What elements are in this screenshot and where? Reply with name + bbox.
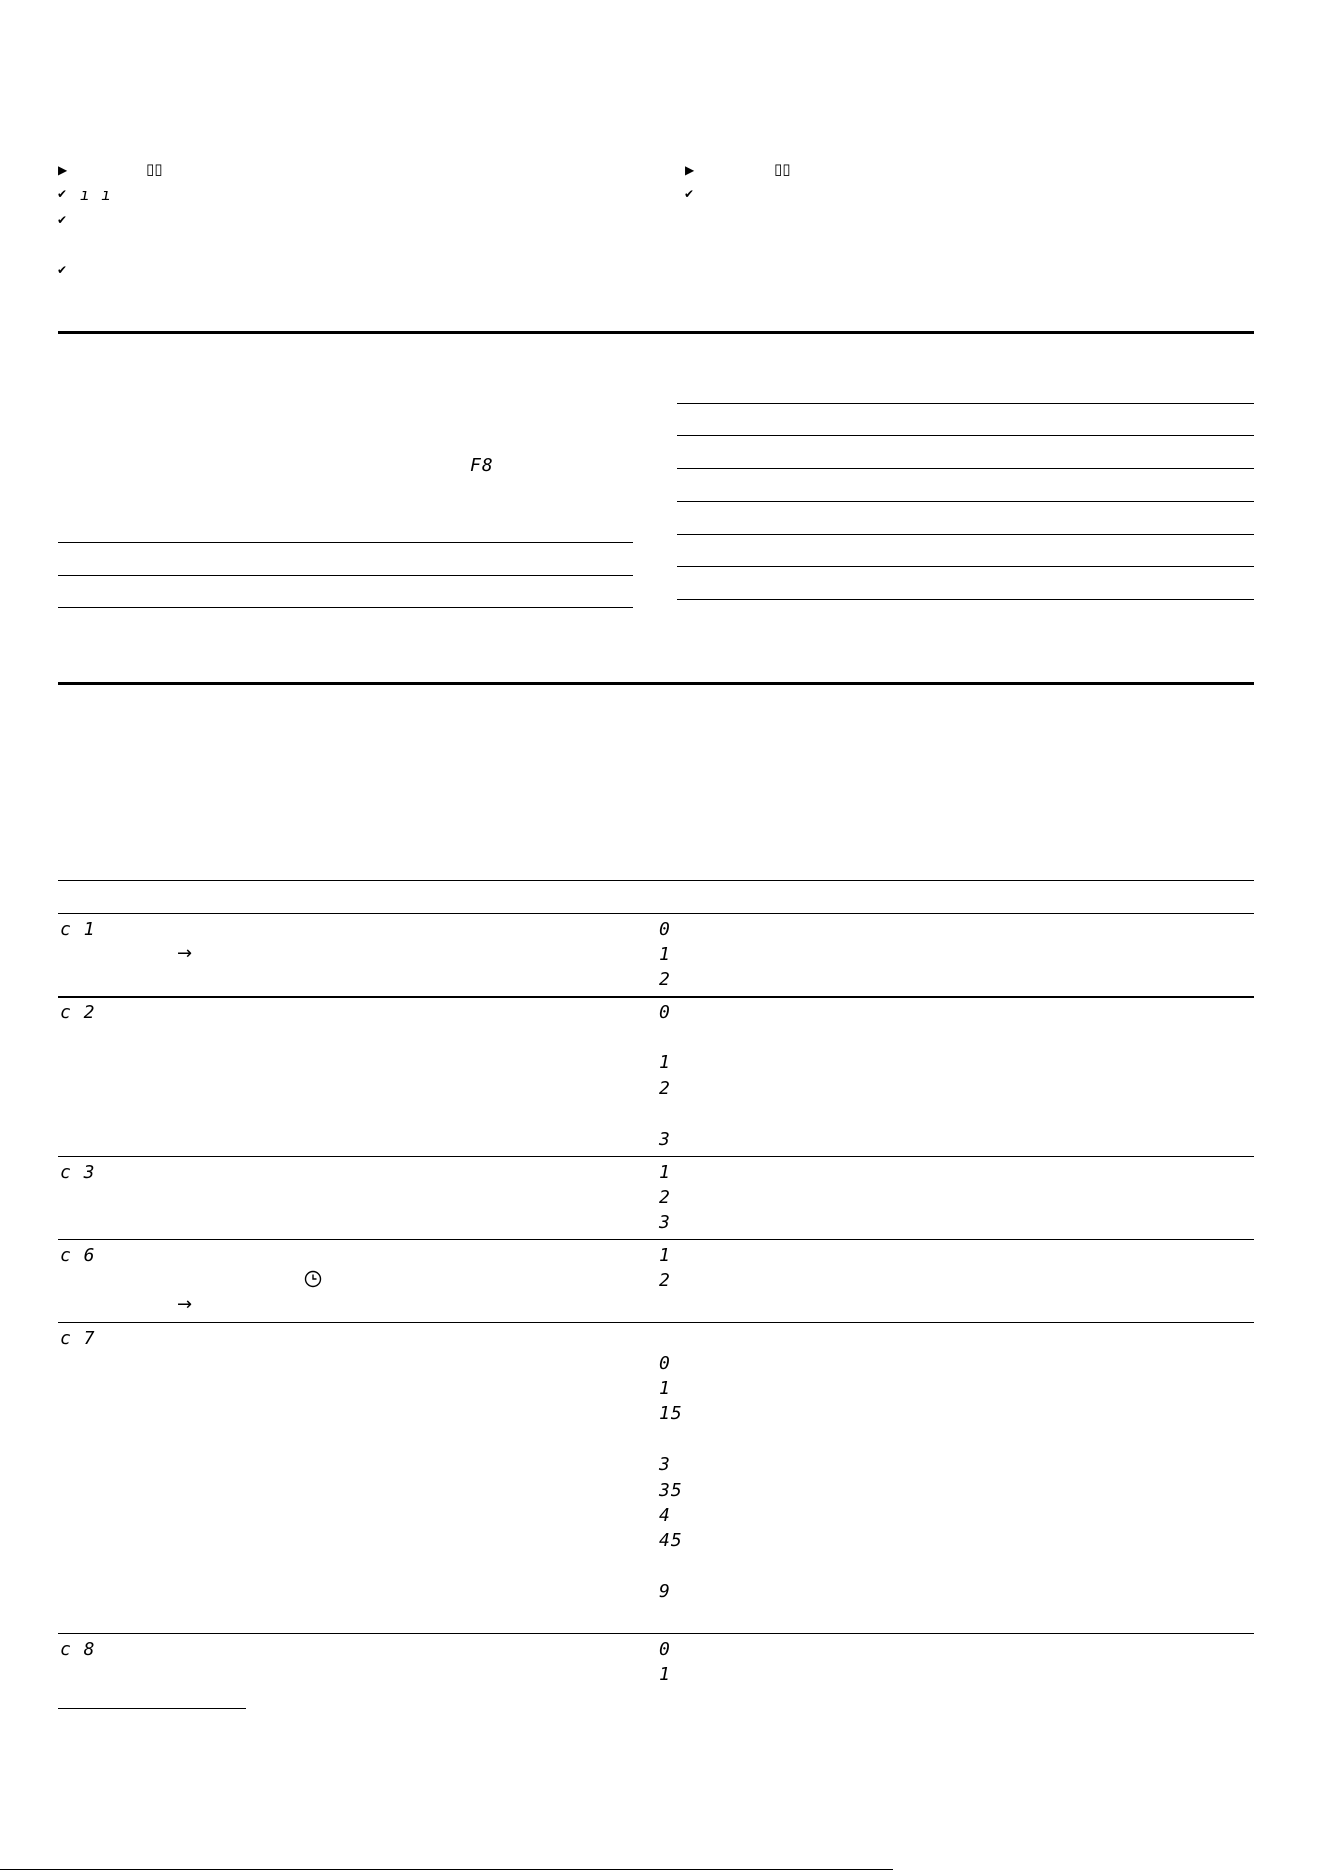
arrow-right-icon: → [177,1294,193,1315]
check-icon: ✔ [57,187,68,201]
setting-code: c 3 [60,1162,96,1183]
table-rule [58,575,633,576]
value-code: 0 [659,1353,671,1374]
footnote-rule [58,1708,246,1709]
table-header-rule [58,913,1254,914]
row-divider [58,1239,1254,1240]
value-code: 1 [659,1162,671,1183]
check-icon: ✔ [684,187,695,201]
value-code: 2 [659,969,671,990]
value-code: 0 [659,1639,671,1660]
table-rule [58,607,633,608]
value-code: 45 [659,1530,683,1551]
row-divider [58,1322,1254,1323]
row-divider [58,996,1254,998]
table-rule [58,542,633,543]
value-code: 1 [659,1052,671,1073]
check-icon: ✔ [57,213,68,227]
value-code: 2 [659,1270,671,1291]
value-code: 3 [659,1129,671,1150]
table-rule [677,403,1254,404]
setting-code: c 6 [60,1245,96,1266]
page-bottom-rule [0,1869,893,1870]
value-code: 15 [659,1403,683,1424]
value-code: 2 [659,1187,671,1208]
step-arrow-icon: ▶ [58,163,68,177]
setting-code: c 1 [60,919,96,940]
pause-icon: ▯▯ [146,160,163,178]
arrow-right-icon: → [177,943,193,964]
value-code: 3 [659,1212,671,1233]
table-rule [677,599,1254,600]
value-code: 1 [659,944,671,965]
value-code: 1 [659,1245,671,1266]
clock-icon [304,1270,322,1288]
setting-code: c 7 [60,1328,96,1349]
check-icon: ✔ [57,263,68,277]
setting-code: c 2 [60,1002,96,1023]
table-rule [677,566,1254,567]
value-code: 9 [659,1581,671,1602]
row-divider [58,1633,1254,1634]
display-indicator: ı ı [80,185,112,204]
table-rule [677,534,1254,535]
row-divider [58,1156,1254,1157]
table-rule [677,501,1254,502]
value-code: 0 [659,1002,671,1023]
value-code: 2 [659,1078,671,1099]
value-code: 1 [659,1664,671,1685]
step-arrow-icon: ▶ [685,163,695,177]
setting-code: c 8 [60,1639,96,1660]
value-code: 3 [659,1454,671,1475]
value-code: 4 [659,1505,671,1526]
table-rule [677,435,1254,436]
value-code: 35 [659,1480,683,1501]
table-header-rule [58,880,1254,881]
section-divider [58,331,1254,334]
table-rule [677,468,1254,469]
value-code: 1 [659,1378,671,1399]
value-code: 0 [659,919,671,940]
pause-icon: ▯▯ [774,160,791,178]
section-divider [58,682,1254,685]
error-code-display: F8 [470,455,494,476]
